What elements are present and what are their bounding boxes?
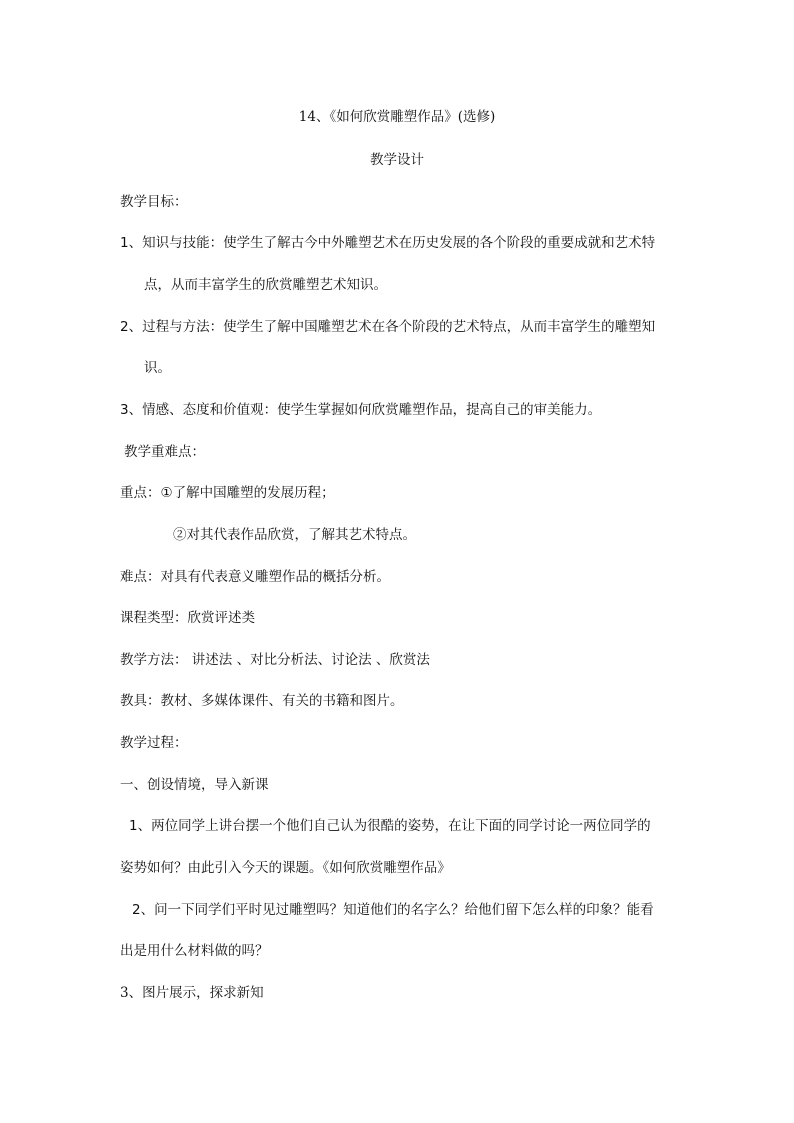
item-3: 3、图片展示，探求新知: [120, 985, 264, 1001]
goal-2-line-1: 2、过程与方法：使学生了解中国雕塑艺术在各个阶段的艺术特点，从而丰富学生的雕塑知: [120, 319, 656, 335]
keypoints-heading: 教学重难点：: [124, 444, 205, 460]
teaching-methods: 教学方法： 讲述法 、对比分析法、讨论法 、欣赏法: [120, 652, 430, 668]
key-point-2: ②对其代表作品欣赏，了解其艺术特点。: [173, 527, 416, 543]
item-2-line-1: 2、问一下同学们平时见过雕塑吗？知道他们的名字么？给他们留下怎么样的印象？能看: [132, 902, 654, 918]
teaching-tools: 教具：教材、多媒体课件、有关的书籍和图片。: [120, 693, 404, 709]
goal-1-line-2: 点，从而丰富学生的欣赏雕塑艺术知识。: [144, 277, 387, 293]
goal-2-line-2: 识。: [144, 360, 171, 376]
goal-3: 3、情感、态度和价值观：使学生掌握如何欣赏雕塑作品，提高自己的审美能力。: [120, 402, 602, 418]
key-point-1: 重点：①了解中国雕塑的发展历程；: [120, 485, 335, 501]
goals-heading: 教学目标：: [120, 194, 188, 210]
item-1-line-2: 姿势如何？由此引入今天的课题。《如何欣赏雕塑作品》: [120, 860, 451, 876]
document-subtitle: 教学设计: [370, 152, 424, 168]
difficulty: 难点：对具有代表意义雕塑作品的概括分析。: [120, 569, 390, 585]
section-1-heading: 一、创设情境，导入新课: [120, 777, 269, 793]
document-title: 14、《如何欣赏雕塑作品》(选修): [298, 109, 496, 125]
item-1-line-1: 1、两位同学上讲台摆一个他们自己认为很酷的姿势，在让下面的同学讨论一两位同学的: [129, 818, 651, 834]
goal-1-line-1: 1、知识与技能：使学生了解古今中外雕塑艺术在历史发展的各个阶段的重要成就和艺术特: [120, 235, 656, 251]
item-2-line-2: 出是用什么材料做的吗？: [120, 943, 269, 959]
process-heading: 教学过程：: [120, 735, 188, 751]
course-type: 课程类型：欣赏评述类: [120, 610, 255, 626]
